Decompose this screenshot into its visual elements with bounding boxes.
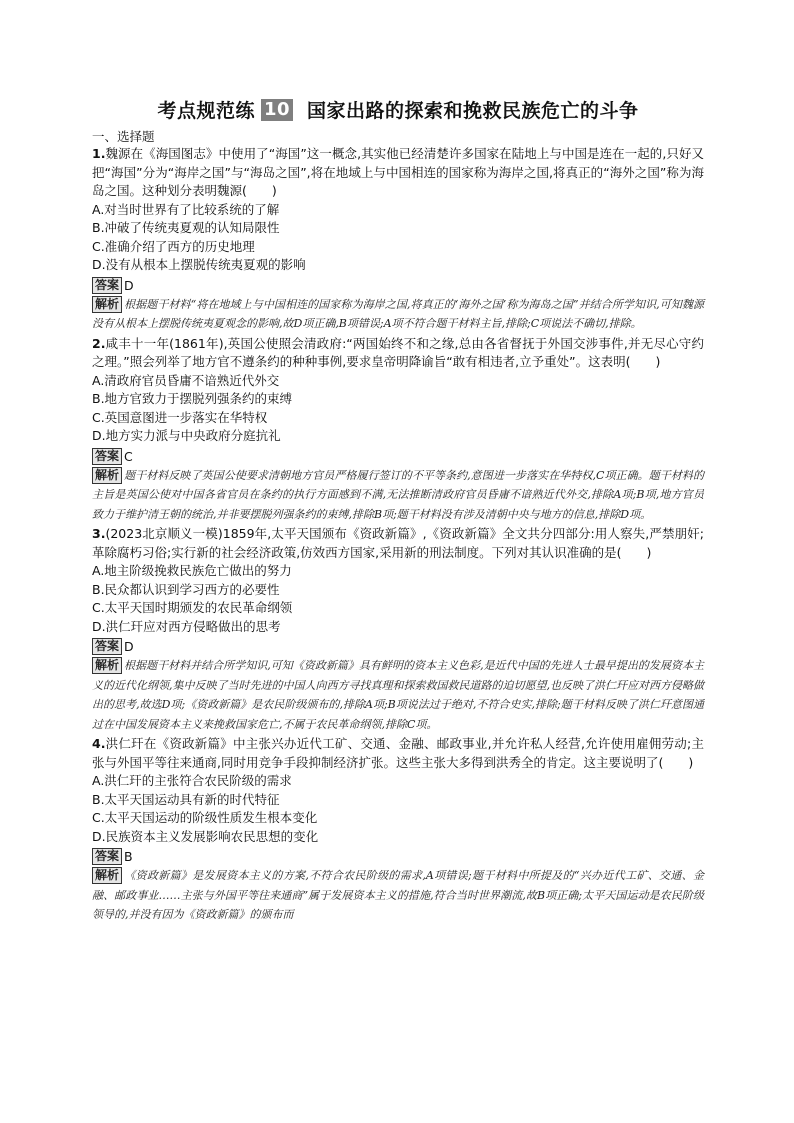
analysis-paragraph xyxy=(92,466,704,525)
option-item: A.对当时世界有了比较系统的了解 xyxy=(92,201,280,217)
question-block xyxy=(92,735,704,925)
option-item: D.民族资本主义发展影响农民思想的变化 xyxy=(92,828,319,844)
question-stem xyxy=(92,735,704,772)
title-number-badge: 10 xyxy=(261,99,293,121)
analysis-label: 解析 xyxy=(92,867,122,884)
option-item: C.准确介绍了西方的历史地理 xyxy=(92,238,255,254)
document-page xyxy=(92,96,704,926)
page-title xyxy=(92,96,704,123)
analysis-label: 解析 xyxy=(92,467,122,484)
analysis-paragraph xyxy=(92,295,704,334)
answer-value: D xyxy=(124,639,134,654)
question-text: 魏源在《海国图志》中使用了“海国”这一概念,其实他已经清楚许多国家在陆地上与中国是连在一起的,只好又把“海国”分为“海岸之国”与“海岛之国”,将在地域上与中国相连的国家称为海岸之国,将真正的“海外之国”称为海岛之国。这种划分表明魏源( ) xyxy=(92,146,704,198)
answer-row xyxy=(92,276,704,295)
analysis-label: 解析 xyxy=(92,657,122,674)
question-block xyxy=(92,145,704,334)
answer-row xyxy=(92,637,704,656)
question-block xyxy=(92,525,704,734)
option-item: B.地方官致力于摆脱列强条约的束缚 xyxy=(92,391,293,406)
question-stem xyxy=(92,335,704,372)
analysis-text: 根据题干材料“将在地域上与中国相连的国家称为海岸之国,将真正的‘海外之国’称为海岛之国”并结合所学知识,可知魏源没有从根本上摆脱传统夷夏观念的影响,故D项正确,B项错误;A项不符合题干材料主旨,排除;C项说法不确切,排除。 xyxy=(92,297,704,330)
option-item: A.地主阶级挽救民族危亡做出的努力 xyxy=(92,563,292,578)
analysis-paragraph xyxy=(92,866,704,925)
question-number: 4. xyxy=(92,736,106,751)
option-item: B.民众都认识到学习西方的必要性 xyxy=(92,581,280,597)
answer-label: 答案 xyxy=(92,448,122,465)
option-item: B.太平天国运动具有新的时代特征 xyxy=(92,791,280,807)
question-block xyxy=(92,335,704,525)
question-number: 2. xyxy=(92,335,106,351)
analysis-text: 《资政新篇》是发展资本主义的方案,不符合农民阶级的需求,A项错误;题干材料中所提及的“兴办近代工矿、交通、金融、邮政事业……主张与外国平等往来通商”属于发展资本主义的措施,符合当时世界潮流,故B项正确;太平天国运动是农民阶级领导的,并没有因为《资政新篇》的颁布而 xyxy=(92,869,704,921)
answer-value: D xyxy=(124,277,134,293)
option-item: C.英国意图进一步落实在华特权 xyxy=(92,409,268,425)
answer-row xyxy=(92,447,704,466)
option-item: D.没有从根本上摆脱传统夷夏观的影响 xyxy=(92,257,306,272)
analysis-text: 题干材料反映了英国公使要求清朝地方官员严格履行签订的不平等条约,意图进一步落实在华特权,C项正确。题干材料的主旨是英国公使对中国各省官员在条约的执行方面感到不满,无法推断清政府官员昏庸不谙熟近代外交,排除A项;B项,地方官员致力于维护清王朝的统治,并非要摆脱列强条约的束缚,排除B项;题干材料没有涉及清朝中央与地方的信息,排除D项。 xyxy=(92,468,704,521)
answer-label: 答案 xyxy=(92,277,122,294)
answer-row xyxy=(92,847,704,866)
analysis-text: 根据题干材料并结合所学知识,可知《资政新篇》具有鲜明的资本主义色彩,是近代中国的先进人士最早提出的发展资本主义的近代化纲领,集中反映了当时先进的中国人向西方寻找真理和探索救国救民道路的迫切愿望,也反映了洪仁玕应对西方侵略做出的思考,故选D项;《资政新篇》是农民阶级颁布的,排除A项;B项说法过于绝对,不符合史实,排除;题干材料反映了洪仁玕意图通过在中国发展资本主义来挽救国家危亡,不属于农民革命纲领,排除C项。 xyxy=(92,659,704,731)
option-item: A.清政府官员昏庸不谙熟近代外交 xyxy=(92,372,280,388)
question-stem xyxy=(92,525,704,562)
answer-value: B xyxy=(124,849,133,864)
answer-label: 答案 xyxy=(92,638,122,655)
question-number: 3. xyxy=(92,526,106,541)
question-number: 1. xyxy=(92,146,106,161)
section-heading: 一、选择题 xyxy=(92,129,155,144)
title-prefix: 考点规范练 xyxy=(157,100,255,122)
option-item: A.洪仁玕的主张符合农民阶级的需求 xyxy=(92,773,292,788)
option-item: C.太平天国运动的阶级性质发生根本变化 xyxy=(92,810,318,825)
answer-label: 答案 xyxy=(92,848,122,865)
option-item: D.洪仁玕应对西方侵略做出的思考 xyxy=(92,618,281,634)
title-suffix: 国家出路的探索和挽救民族危亡的斗争 xyxy=(307,100,639,122)
question-text: (2023北京顺义一模)1859年,太平天国颁布《资政新篇》,《资政新篇》全文共分四部分:用人察失,严禁朋奸;革除腐朽习俗;实行新的社会经济政策,仿效西方国家,采用新的刑法制度。下列对其认识准确的是( ) xyxy=(92,526,704,560)
question-text: 洪仁玕在《资政新篇》中主张兴办近代工矿、交通、金融、邮政事业,并允许私人经营,允许使用雇佣劳动;主张与外国平等往来通商,同时用竞争手段抑制经济扩张。这些主张大多得到洪秀全的肯定。这主要说明了( ) xyxy=(92,736,704,770)
question-text: 咸丰十一年(1861年),英国公使照会清政府:“两国始终不和之缘,总由各省督抚于外国交涉事件,并无尽心守约之理。”照会列举了地方官不遵条约的种种事例,要求皇帝明降谕旨“敢有相违者,立予重处”。这表明( ) xyxy=(92,335,704,369)
analysis-paragraph xyxy=(92,656,704,734)
analysis-label: 解析 xyxy=(92,296,122,313)
answer-value: C xyxy=(124,448,133,464)
question-list xyxy=(92,145,704,925)
question-stem xyxy=(92,145,704,201)
option-item: D.地方实力派与中央政府分庭抗礼 xyxy=(92,428,281,443)
option-item: C.太平天国时期颁发的农民革命纲领 xyxy=(92,600,293,615)
option-item: B.冲破了传统夷夏观的认知局限性 xyxy=(92,220,280,235)
